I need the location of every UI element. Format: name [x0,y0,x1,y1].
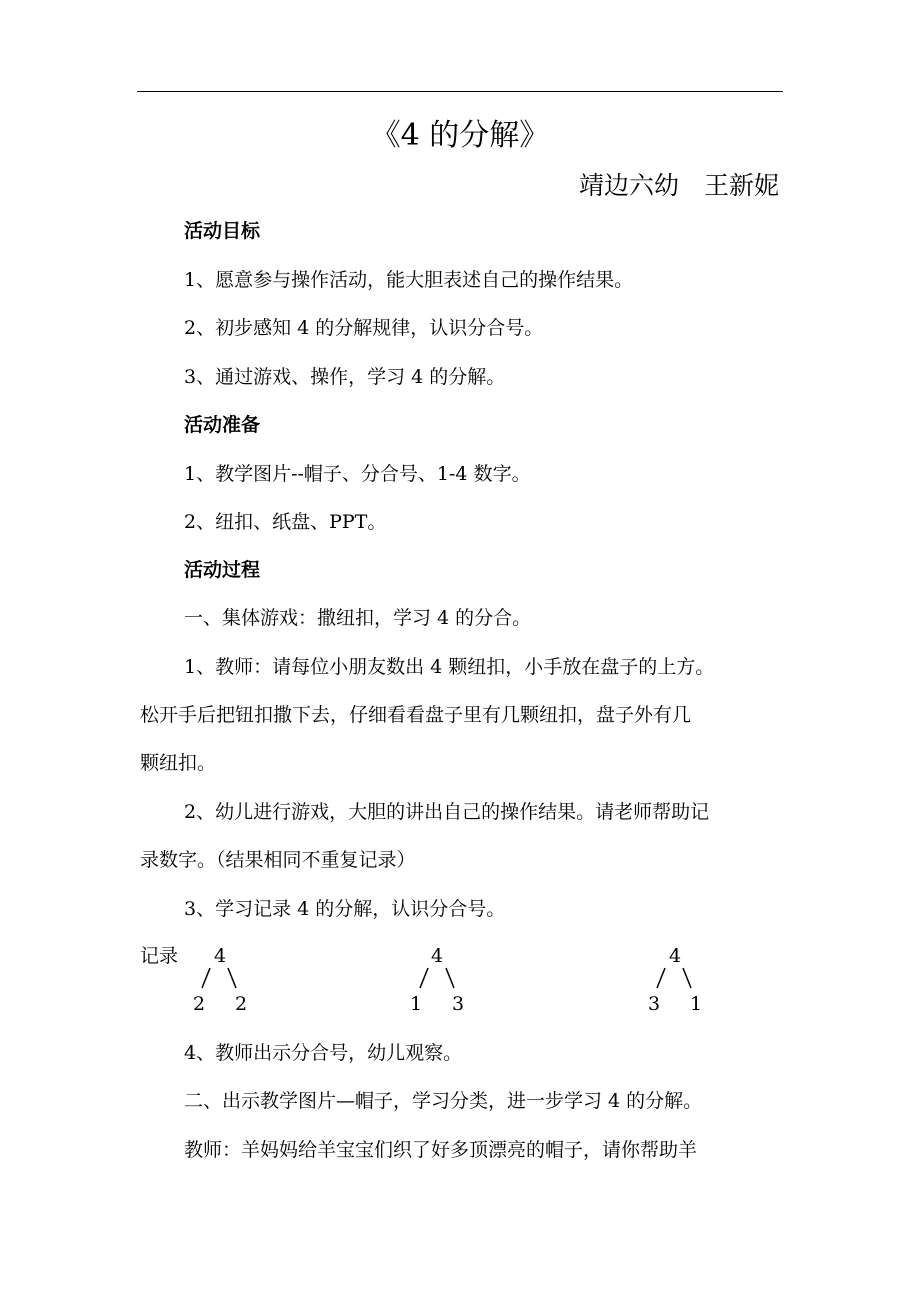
right-branch [228,968,236,988]
document-title: 《4 的分解》 [370,118,550,153]
step-1-line-2: 松开手后把钮扣撒下去，仔细看看盘子里有几颗纽扣，盘子外有几 [140,704,692,726]
preparation-heading: 活动准备 [184,414,261,436]
teacher-instruction-line: 教师：羊妈妈给羊宝宝们织了好多顶漂亮的帽子，请你帮助羊 [184,1139,698,1161]
record-label: 记录 [140,945,179,967]
goal-item-1: 1、愿意参与操作活动，能大胆表述自己的操作结果。 [184,269,634,291]
whole-number: 4 [669,945,682,967]
right-branch [683,968,691,988]
goal-item-3: 3、通过游戏、操作，学习 4 的分解。 [184,366,506,388]
step-3-line: 3、学习记录 4 的分解，认识分合号。 [184,898,506,920]
process-part-1: 一、集体游戏：撒纽扣，学习 4 的分合。 [184,607,532,629]
preparation-item-1: 1、教学图片--帽子、分合号、1-4 数字。 [184,463,531,485]
left-branch [420,968,428,988]
right-part-number: 3 [452,993,465,1015]
left-part-number: 1 [410,993,423,1015]
preparation-item-2: 2、纽扣、纸盘、PPT。 [184,511,387,533]
left-branch [202,968,210,988]
step-1-line-3: 颗纽扣。 [140,752,217,774]
step-2-line-2: 录数字。（结果相同不重复记录） [140,849,416,871]
step-1-line-1: 1、教师：请每位小朋友数出 4 颗纽扣，小手放在盘子的上方。 [184,656,715,678]
decomposition-diagram-3 [645,944,705,1020]
goal-item-2: 2、初步感知 4 的分解规律，认识分合号。 [184,317,544,339]
process-part-2: 二、出示教学图片—帽子，学习分类，进一步学习 4 的分解。 [184,1090,703,1112]
goals-heading: 活动目标 [184,220,261,242]
decomposition-diagram-1 [190,944,250,1020]
right-part-number: 1 [690,993,703,1015]
left-branch [657,968,665,988]
right-branch [446,968,454,988]
step-2-line-1: 2、幼儿进行游戏，大胆的讲出自己的操作结果。请老师帮助记 [184,801,710,823]
decomposition-diagram-2 [406,944,466,1020]
left-part-number: 3 [648,993,661,1015]
step-4-line: 4、教师出示分合号，幼儿观察。 [184,1042,463,1064]
whole-number: 4 [431,945,444,967]
author-line: 靖边六幼 王新妮 [578,171,779,200]
right-part-number: 2 [235,993,248,1015]
process-heading: 活动过程 [184,559,261,581]
whole-number: 4 [214,945,227,967]
header-rule [137,91,783,92]
left-part-number: 2 [193,993,206,1015]
